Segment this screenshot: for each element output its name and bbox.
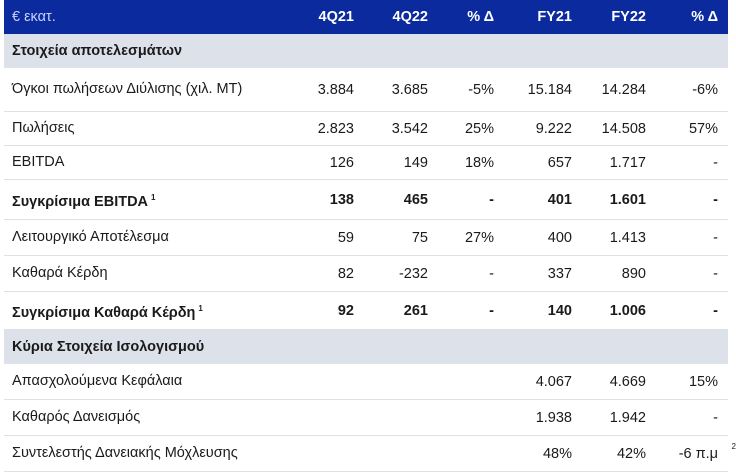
cell-value: 15% <box>688 373 718 390</box>
cell-value: 1.942 <box>609 409 646 426</box>
table-cell <box>656 303 728 319</box>
table-cell <box>364 121 438 137</box>
row-label <box>4 265 294 282</box>
table-row <box>4 68 728 112</box>
cell-value: 59 <box>337 229 354 246</box>
table-cell <box>364 192 438 208</box>
table-cell <box>656 410 728 426</box>
table-cell <box>582 155 656 171</box>
table-cell <box>582 192 656 208</box>
table-cell <box>656 230 728 246</box>
cell-value: 3.685 <box>391 81 428 98</box>
header-fy21: FY21 <box>537 9 572 25</box>
table-cell <box>438 82 504 98</box>
row-label <box>4 120 294 137</box>
table-cell <box>504 266 582 282</box>
cell-value: 1.413 <box>609 229 646 246</box>
table-cell <box>294 192 364 208</box>
cell-value: 75 <box>411 229 428 246</box>
cell-value: 465 <box>403 191 428 208</box>
table-row <box>4 364 728 400</box>
section-header <box>4 34 728 68</box>
cell-value: 890 <box>621 265 646 282</box>
row-label <box>4 445 294 462</box>
cell-value: 48% <box>542 445 572 462</box>
cell-value: 4.067 <box>535 373 572 390</box>
table-cell <box>294 303 364 319</box>
table-row <box>4 180 728 220</box>
cell-value: - <box>713 302 718 319</box>
cell-value: 657 <box>547 154 572 171</box>
table-cell <box>294 155 364 171</box>
table-row <box>4 436 736 472</box>
cell-value: 3.542 <box>391 120 428 137</box>
cell-value: 82 <box>337 265 354 282</box>
cell-value: - <box>489 191 494 208</box>
header-pct-change-year: % Δ <box>691 9 718 25</box>
table-cell <box>504 374 582 390</box>
cell-value: 27% <box>464 229 494 246</box>
row-label-text: Πωλήσεις <box>12 120 75 136</box>
cell-value: 3.884 <box>317 81 354 98</box>
section-header <box>4 330 728 364</box>
cell-value: 261 <box>403 302 428 319</box>
table-cell <box>656 82 728 98</box>
table-cell <box>582 374 656 390</box>
table-cell <box>656 374 728 390</box>
table-cell <box>364 82 438 98</box>
cell-value: 18% <box>464 154 494 171</box>
table-cell <box>582 446 656 462</box>
table-header-row <box>4 0 728 34</box>
table-cell <box>504 410 582 426</box>
table-cell <box>364 155 438 171</box>
cell-value: -5% <box>468 81 494 98</box>
cell-value: 25% <box>464 120 494 137</box>
cell-value: 138 <box>329 191 354 208</box>
row-label-text: Καθαρός Δανεισμός <box>12 409 141 425</box>
row-label <box>4 300 294 322</box>
table-cell <box>656 441 736 462</box>
footnote-marker: 2 <box>731 441 736 451</box>
footnote-marker: 1 <box>198 303 203 313</box>
table-cell <box>582 266 656 282</box>
header-pct-change-quarter: % Δ <box>467 9 494 25</box>
cell-value: - <box>713 154 718 171</box>
row-label <box>4 81 294 98</box>
table-cell <box>504 192 582 208</box>
table-cell <box>438 155 504 171</box>
cell-value: 2.823 <box>317 120 354 137</box>
table-row <box>4 220 728 256</box>
table-cell <box>656 192 728 208</box>
table-cell <box>504 230 582 246</box>
financial-results-table <box>4 0 736 472</box>
cell-value: 400 <box>547 229 572 246</box>
table-cell <box>582 121 656 137</box>
cell-value: 1.938 <box>535 409 572 426</box>
cell-value: 1.601 <box>609 191 646 208</box>
row-label-text: Καθαρά Κέρδη <box>12 265 108 281</box>
table-cell <box>656 121 728 137</box>
header-4q22: 4Q22 <box>392 9 428 25</box>
row-label-text: Συγκρίσιμα Καθαρά Κέρδη <box>12 304 196 321</box>
header-4q21: 4Q21 <box>318 9 354 25</box>
table-row <box>4 292 728 330</box>
row-label-text: Συντελεστής Δανειακής Μόχλευσης <box>12 445 238 461</box>
table-row <box>4 146 728 180</box>
cell-value: 42% <box>616 445 646 462</box>
cell-value: 57% <box>688 120 718 137</box>
table-row <box>4 256 728 292</box>
section-title: Στοιχεία αποτελεσμάτων <box>12 42 183 59</box>
table-cell <box>364 266 438 282</box>
table-cell <box>294 82 364 98</box>
table-cell <box>438 266 504 282</box>
row-label <box>4 154 294 171</box>
row-label-text: Απασχολούμενα Κεφάλαια <box>12 373 183 389</box>
section-title: Κύρια Στοιχεία Ισολογισμού <box>12 338 205 355</box>
table-cell <box>294 266 364 282</box>
table-cell <box>438 230 504 246</box>
cell-value: 1.717 <box>609 154 646 171</box>
cell-value: 401 <box>547 191 572 208</box>
footnote-marker: 1 <box>151 192 156 202</box>
row-label <box>4 189 294 211</box>
cell-value: 15.184 <box>527 81 572 98</box>
table-cell <box>294 230 364 246</box>
table-cell <box>504 155 582 171</box>
cell-value: - <box>489 265 494 282</box>
table-cell <box>438 192 504 208</box>
cell-value: 9.222 <box>535 120 572 137</box>
row-label <box>4 373 294 390</box>
table-cell <box>438 303 504 319</box>
row-label-text: Όγκοι πωλήσεων Διύλισης (χιλ. ΜΤ) <box>12 81 243 97</box>
cell-value: 1.006 <box>609 302 646 319</box>
table-cell <box>504 303 582 319</box>
cell-value: 92 <box>337 302 354 319</box>
header-unit: € εκατ. <box>12 8 56 25</box>
cell-value: - <box>713 229 718 246</box>
row-label-text: Συγκρίσιμα EBITDA <box>12 193 149 210</box>
cell-value: 14.508 <box>601 120 646 137</box>
table-cell <box>504 121 582 137</box>
cell-value: 14.284 <box>601 81 646 98</box>
row-label <box>4 409 294 426</box>
cell-value: - <box>713 191 718 208</box>
table-cell <box>582 230 656 246</box>
cell-value: -6% <box>692 81 718 98</box>
table-cell <box>438 121 504 137</box>
table-cell <box>504 82 582 98</box>
cell-value: 4.669 <box>609 373 646 390</box>
table-cell <box>656 155 728 171</box>
cell-value: - <box>489 302 494 319</box>
table-cell <box>504 446 582 462</box>
header-fy22: FY22 <box>611 9 646 25</box>
cell-value: -6 π.μ <box>678 445 718 462</box>
table-cell <box>582 410 656 426</box>
cell-value: 126 <box>329 154 354 171</box>
cell-value: 337 <box>547 265 572 282</box>
table-cell <box>582 82 656 98</box>
table-cell <box>656 266 728 282</box>
table-cell <box>364 230 438 246</box>
cell-value: - <box>713 409 718 426</box>
row-label-text: Λειτουργικό Αποτέλεσμα <box>12 229 169 245</box>
table-cell <box>582 303 656 319</box>
cell-value: - <box>713 265 718 282</box>
cell-value: -232 <box>398 265 428 282</box>
cell-value: 149 <box>403 154 428 171</box>
row-label-text: EBITDA <box>12 154 65 170</box>
cell-value: 140 <box>547 302 572 319</box>
table-row <box>4 400 728 436</box>
table-cell <box>364 303 438 319</box>
table-row <box>4 112 728 146</box>
row-label <box>4 229 294 246</box>
table-cell <box>294 121 364 137</box>
